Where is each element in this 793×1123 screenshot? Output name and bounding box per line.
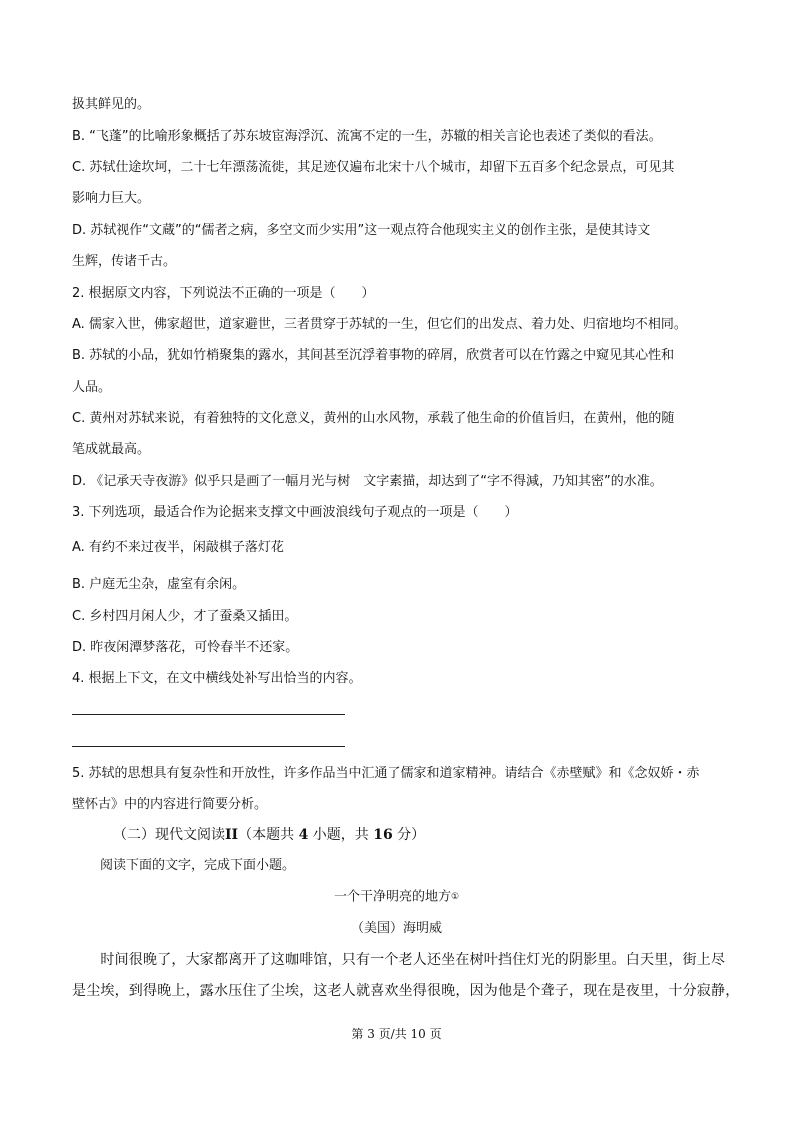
q5-stem-line2: 壁怀古》中的内容进行简要分析。 [72, 797, 268, 812]
q1-option-c-line1: C. 苏轼仕途坎坷，二十七年漂荡流徙，其足迹仅遍布北宋十八个城市，却留下五百多个纪念景点，可见其 [72, 160, 675, 175]
reading-instruction: 阅读下面的文字，完成下面小题。 [100, 858, 296, 873]
q3-option-b: B. 户庭无尘杂，虚室有余闲。 [72, 577, 246, 592]
q3-option-c: C. 乡村四月闲人少，才了蚕桑又插田。 [72, 609, 298, 624]
footnote-mark: ① [450, 892, 460, 902]
section-rest-a: （本题共 [238, 827, 295, 843]
q4-stem: 4. 根据上下文，在文中横线处补写出恰当的内容。 [72, 671, 362, 686]
q5-stem-line1: 5. 苏轼的思想具有复杂性和开放性，许多作品当中汇通了儒家和道家精神。请结合《赤壁赋》和《念奴娇・赤 [72, 766, 700, 781]
q2-option-b-line1: B. 苏轼的小品，犹如竹梢聚集的露水，其间甚至沉浮着事物的碎屑，欣赏者可以在竹露之中窥见其心性和 [72, 348, 675, 363]
section-score: 16 [373, 827, 393, 843]
q1-option-d-line1: D. 苏轼视作“文蔵”的“儒者之病，多空文而少实用”这一观点符合他现实主义的创作主张，是使其诗文 [72, 223, 651, 238]
q2-stem: 2. 根据原文内容，下列说法不正确的一项是（ ） [72, 286, 375, 301]
section-heading [113, 826, 425, 844]
q3-option-a: A. 有约不来过夜半，闲敲棋子落灯花 [72, 540, 284, 555]
q2-option-c-line1: C. 黄州对苏轼来说，有着独特的文化意义，黄州的山水风物，承载了他生命的价值旨归，在黄州，他的随 [72, 411, 675, 426]
answer-blank-line-1 [72, 714, 345, 715]
section-roman: II [225, 827, 239, 843]
story-paragraph-line2: 是尘埃，到得晚上，露水压住了尘埃，这老人就喜欢坐得很晚，因为他是个聋子，现在是夜里，十分寂静， [72, 983, 740, 999]
section-count: 4 [298, 827, 309, 843]
answer-blank-line-2 [72, 746, 345, 747]
story-author: （美国）海明威 [350, 921, 442, 936]
section-rest-b: 小题，共 [312, 827, 369, 843]
q3-stem: 3. 下列选项，最适合作为论据来支撑文中画波浪线句子观点的一项是（ ） [72, 505, 518, 520]
page-footer: 第 3 页/共 10 页 [351, 1027, 442, 1041]
section-rest-c: 分） [397, 827, 426, 843]
q2-option-d: D. 《记承天寺夜游》似乎只是画了一幅月光与树 文字素描，却达到了“字不得減，乃知其密”的水准。 [72, 474, 663, 489]
story-paragraph-line1: 时间很晚了，大家都离开了这咖啡馆，只有一个老人还坐在树叶挡住灯光的阴影里。白天里，街上尽 [72, 952, 726, 968]
q1-option-c-line2: 影响力巨大。 [72, 191, 151, 206]
q2-option-a: A. 儒家入世，佛家超世，道家避世，三者贯穿于苏轼的一生，但它们的出发点、着力处、归宿地均不相同。 [72, 317, 687, 332]
option-a-tail: 扱其鲜见的。 [72, 97, 151, 112]
q3-option-d: D. 昨夜闲潭梦落花，可怜春半不还家。 [72, 640, 299, 655]
story-title-block [0, 888, 793, 907]
story-title: 一个干净明亮的地方 [333, 889, 451, 905]
q2-option-b-line2: 人品。 [72, 380, 112, 395]
section-prefix: （二）现代文阅读 [113, 827, 225, 843]
q1-option-d-line2: 生辉，传诸千古。 [72, 254, 177, 269]
q1-option-b: B. “飞蓬”的比喻形象概括了苏东坡宦海浮沉、流寓不定的一生，苏辙的相关言论也表述了类似的看法。 [72, 129, 662, 144]
q2-option-c-line2: 笔成就最高。 [72, 442, 151, 457]
